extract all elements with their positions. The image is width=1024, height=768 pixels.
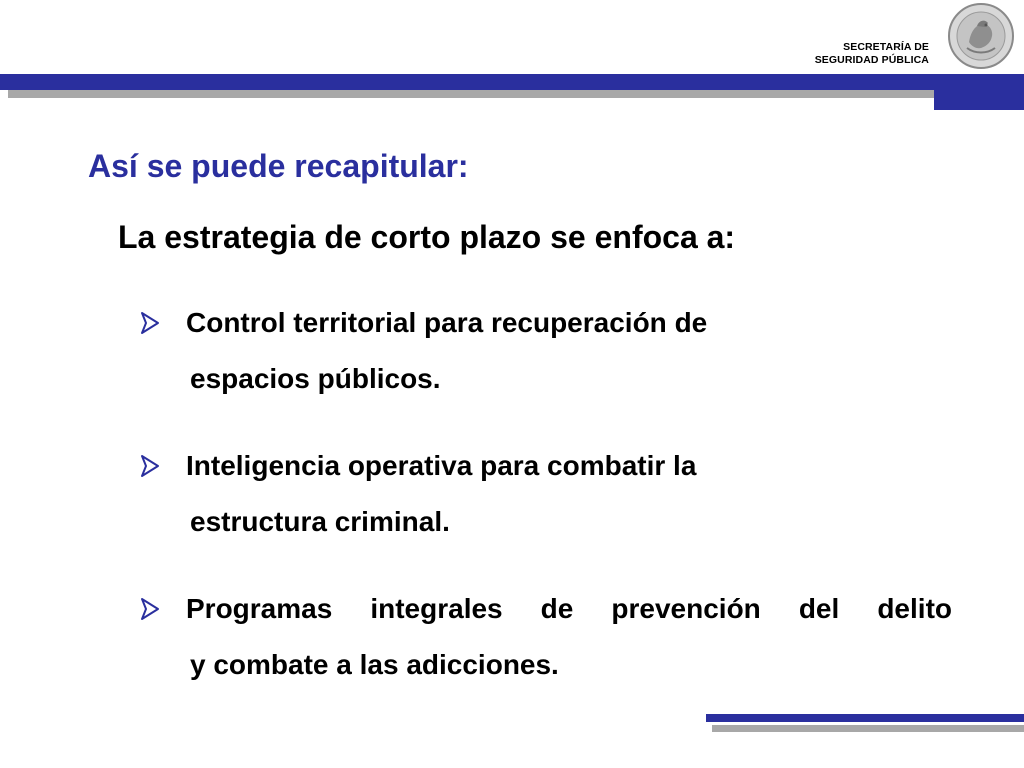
footer-blue-bar	[706, 714, 1024, 722]
header-blue-bar	[0, 74, 934, 90]
seal-blue-block	[934, 74, 1024, 110]
organization-line-1: SECRETARÍA DE	[843, 41, 929, 53]
slide-title: Así se puede recapitular:	[88, 148, 469, 184]
slide-subtitle: La estrategia de corto plazo se enfoca a:	[118, 219, 736, 255]
national-seal-icon	[947, 2, 1015, 70]
bullet-item-2	[140, 448, 952, 540]
bullet-text-line-1: Inteligencia operativa para combatir la	[186, 450, 697, 481]
footer-gray-bar	[712, 725, 1024, 732]
arrow-bullet-icon	[140, 311, 160, 335]
bullet-text-line-2: espacios públicos.	[190, 363, 441, 394]
bullet-text-line-2: y combate a las adicciones.	[190, 649, 559, 680]
bullet-item-3	[140, 591, 952, 683]
organization-name	[815, 41, 929, 67]
header-gray-bar	[8, 90, 934, 98]
bullet-text-line-1: Programas integrales de prevención del delito	[186, 593, 952, 624]
organization-line-2: SEGURIDAD PÚBLICA	[814, 54, 929, 66]
arrow-bullet-icon	[140, 597, 160, 621]
arrow-bullet-icon	[140, 454, 160, 478]
bullet-item-1	[140, 305, 952, 397]
bullet-text-line-1: Control territorial para recuperación de	[186, 307, 708, 338]
bullet-text-line-2: estructura criminal.	[190, 506, 450, 537]
seal-area	[934, 0, 1024, 110]
